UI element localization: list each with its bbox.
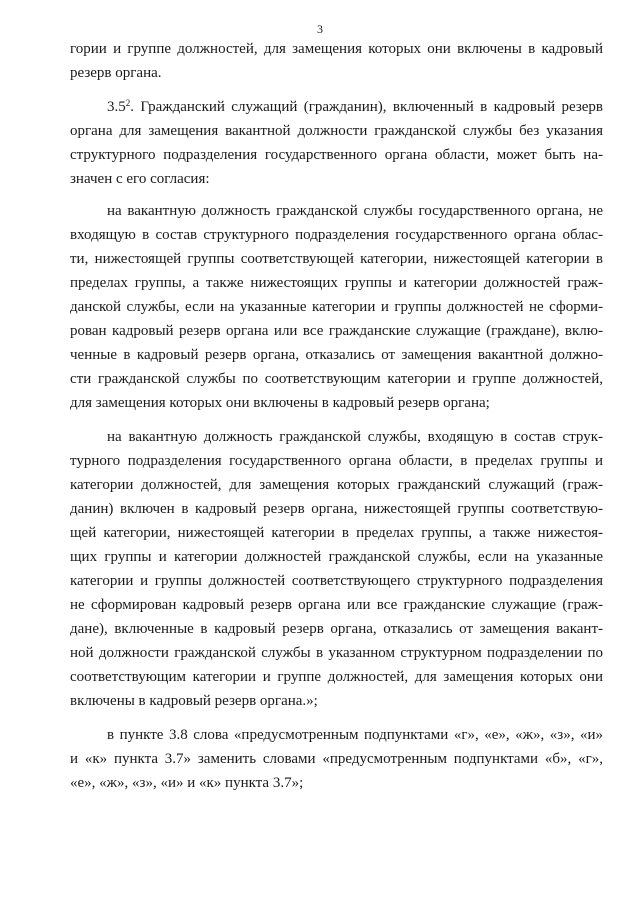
line-text: данин) включен в кадровый резерв органа, нижестоящей группы соответствую- [70,501,603,517]
line-text: . Гражданский служащий (гражданин), включенный в кадровый резерв [130,99,603,115]
line-text: щих группы и категории должностей гражданской службы, если на указанные [70,549,603,565]
line-text: для замещения которых они включены в кадровый резерв органа; [70,395,490,411]
line-text: пределах группы, а также нижестоящих группы и категории должностей граж- [70,275,603,291]
line-text: в пункте 3.8 слова «предусмотренным подпунктами «г», «е», «ж», «з», «и» [107,727,603,743]
line-text: ченные в кадровый резерв органа, отказались от замещения вакантной должно- [70,347,603,363]
line-text: дане), включенные в кадровый резерв органа, отказались от замещения вакант- [70,621,603,637]
line-text: «е», «ж», «з», «и» и «к» пункта 3.7»; [70,775,304,791]
line-text: входящую в состав структурного подразделения государственного органа облас- [70,227,603,243]
page-number: 3 [317,22,323,36]
line-text: и «к» пункта 3.7» заменить словами «предусмотренным подпунктами «б», «г», [70,751,603,767]
line-text: значен с его согласия: [70,171,210,187]
line-text: ной должности гражданской службы в указанном структурном подразделении по [70,645,603,661]
section-heading-line [107,98,603,116]
line-text: гории и группе должностей, для замещения которых они включены в кадровый [70,41,603,57]
line-text: данской службы, если на указанные категории и группы должностей не сформи- [70,299,603,315]
section-superscript: 2 [125,98,131,108]
line-text: щей категории, нижестоящей категории в пределах группы, а также нижестоя- [70,525,603,541]
line-text: включены в кадровый резерв органа.»; [70,693,318,709]
line-text: сти гражданской службы по соответствующим категории и группе должностей, [70,371,603,387]
line-text: турного подразделения государственного органа области, в пределах группы и [70,453,603,469]
line-text: на вакантную должность гражданской службы, входящую в состав струк- [107,429,603,445]
line-text: органа для замещения вакантной должности гражданской службы без указания [70,123,603,139]
line-text: соответствующим категории и группе должностей, для замещения которых они [70,669,603,685]
line-text: резерв органа. [70,65,162,81]
line-text: рован кадровый резерв органа или все гражданские служащие (граждане), вклю- [70,323,603,339]
line-text: категории и группы должностей соответствующего структурного подразделения [70,573,603,589]
section-number: 3.5 [107,99,126,115]
line-text: не сформирован кадровый резерв органа или все гражданские служащие (граж- [70,597,603,613]
line-text: категории должностей, для замещения которых гражданский служащий (граж- [70,477,603,493]
line-text: ти, нижестоящей группы соответствующей категории, нижестоящей категории в [70,251,603,267]
line-text: структурного подразделения государственного органа области, может быть на- [70,147,603,163]
line-text: на вакантную должность гражданской службы государственного органа, не [107,203,603,219]
